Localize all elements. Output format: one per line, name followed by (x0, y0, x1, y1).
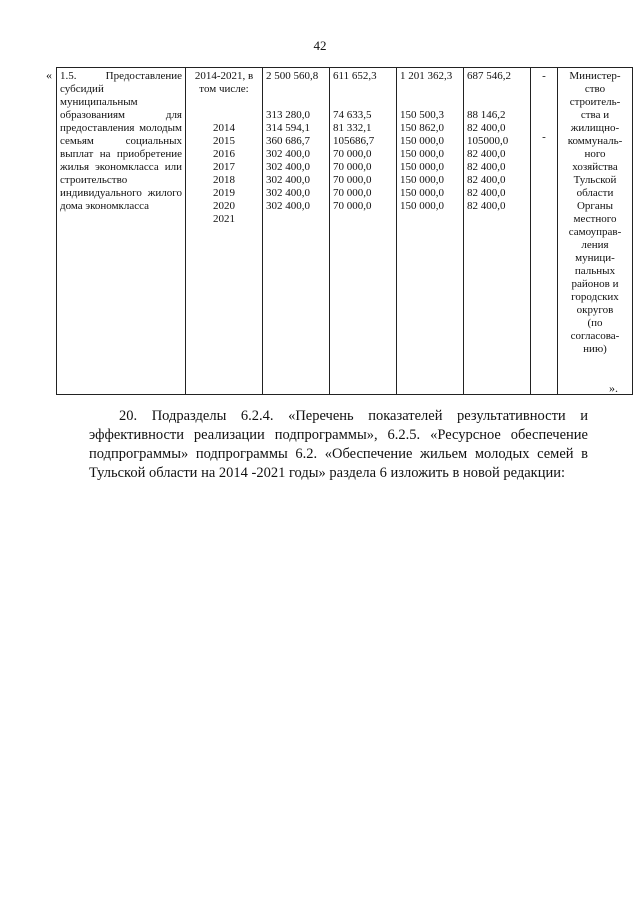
year-list (189, 122, 259, 226)
amount-value: 150 000,0 (400, 187, 444, 199)
executor-line: Министер- (569, 70, 621, 82)
amount-value: 70 000,0 (333, 161, 372, 173)
amount-value: 70 000,0 (333, 187, 372, 199)
executor-line: коммуналь- (567, 135, 623, 147)
executor-line: согласова- (570, 330, 620, 342)
total-values (266, 109, 326, 213)
executor-line: ления (581, 239, 609, 251)
opening-quote: « (46, 68, 52, 82)
amount-value: 70 000,0 (333, 148, 372, 160)
amount-value: 313 280,0 (266, 109, 310, 121)
year-label: 2018 (213, 174, 235, 186)
year-label: 2016 (213, 148, 235, 160)
instruction-paragraph: 20. Подразделы 6.2.4. «Перечень показателей результативности и эффективности реализации подпрограммы», 6.2.5. «Ресурсное обеспечение подпрограммы» подпрограммы 6.2. «Обеспечение жильем молодых семей в Тульской области на 2014 -2021 годы» раздела 6 изложить в новой редакции: (89, 408, 588, 481)
executor-line: районов и (571, 278, 619, 290)
executor-line: области (576, 187, 614, 199)
amount-value: 70 000,0 (333, 200, 372, 212)
dash-value: - (542, 131, 546, 143)
executor-line: городских (571, 291, 619, 303)
amount-value: 82 400,0 (467, 148, 506, 160)
amount-value: 82 400,0 (467, 161, 506, 173)
regional-cell (397, 68, 464, 395)
year-label: 2020 (213, 200, 235, 212)
local-values (467, 109, 527, 213)
executor-line: Тульской (573, 174, 617, 186)
amount-value: 150 500,3 (400, 109, 444, 121)
amount-value: 105686,7 (333, 135, 375, 147)
other-sources-cell (531, 68, 558, 395)
regional-values (400, 109, 460, 213)
executor-line: ного (584, 148, 606, 160)
amount-value: 88 146,2 (467, 109, 506, 121)
executor-line: пальных (574, 265, 616, 277)
page-number: 42 (313, 38, 327, 53)
budget-table (56, 67, 633, 395)
amount-value: 360 686,7 (266, 135, 310, 147)
year-label: 2017 (213, 161, 235, 173)
amount-value: 82 400,0 (467, 174, 506, 186)
federal-value: 611 652,3 (333, 70, 377, 82)
executor-line: жилищно- (570, 122, 620, 134)
executor-line: местного (573, 213, 617, 225)
amount-value: 302 400,0 (266, 161, 310, 173)
year-label: 2019 (213, 187, 235, 199)
amount-value: 150 000,0 (400, 148, 444, 160)
amount-value: 81 332,1 (333, 122, 372, 134)
amount-value: 302 400,0 (266, 200, 310, 212)
description-cell (57, 68, 186, 395)
amount-value: 150 000,0 (400, 200, 444, 212)
amount-value: 105000,0 (467, 135, 509, 147)
closing-quote: ». (609, 381, 618, 395)
executor-line: хозяйства (572, 161, 618, 173)
dash-value: - (542, 70, 546, 82)
amount-value: 82 400,0 (467, 200, 506, 212)
total-value: 2 500 560,8 (266, 70, 319, 82)
executor-line: (по (587, 317, 603, 329)
executor-line: самоуправ- (568, 226, 622, 238)
years-cell (186, 68, 263, 395)
executor-line: нию) (583, 343, 607, 355)
local-cell (464, 68, 531, 395)
year-label: 2014 (213, 122, 235, 134)
executor-line: муници- (575, 252, 615, 264)
total-cell (263, 68, 330, 395)
description-text: 1.5. Предоставление субсидий муниципальным образованиям для предоставления молодым семьям социальных выплат на приобретение жилья экономкласса или строительство индивидуального жилого дома экономкласса (60, 70, 182, 212)
amount-value: 302 400,0 (266, 174, 310, 186)
year-label: 2015 (213, 135, 235, 147)
executor-cell (558, 68, 633, 395)
amount-value: 314 594,1 (266, 122, 310, 134)
amount-value: 150 862,0 (400, 122, 444, 134)
period-total-label: 2014-2021, в том числе: (194, 70, 254, 95)
federal-values (333, 109, 393, 213)
amount-value: 70 000,0 (333, 174, 372, 186)
amount-value: 74 633,5 (333, 109, 372, 121)
amount-value: 150 000,0 (400, 135, 444, 147)
executor-line: строитель- (569, 96, 621, 108)
executor-list (561, 70, 629, 356)
amount-value: 302 400,0 (266, 187, 310, 199)
amount-value: 82 400,0 (467, 187, 506, 199)
amount-value: 150 000,0 (400, 161, 444, 173)
amount-value: 150 000,0 (400, 174, 444, 186)
federal-cell (330, 68, 397, 395)
executor-line: Органы (576, 200, 614, 212)
year-label: 2021 (213, 213, 235, 225)
regional-value: 1 201 362,3 (400, 70, 453, 82)
amount-value: 302 400,0 (266, 148, 310, 160)
executor-line: округов (576, 304, 614, 316)
executor-line: ство (584, 83, 606, 95)
amount-value: 82 400,0 (467, 122, 506, 134)
executor-line: ства и (580, 109, 610, 121)
table-row (57, 68, 633, 395)
local-value: 687 546,2 (467, 70, 511, 82)
